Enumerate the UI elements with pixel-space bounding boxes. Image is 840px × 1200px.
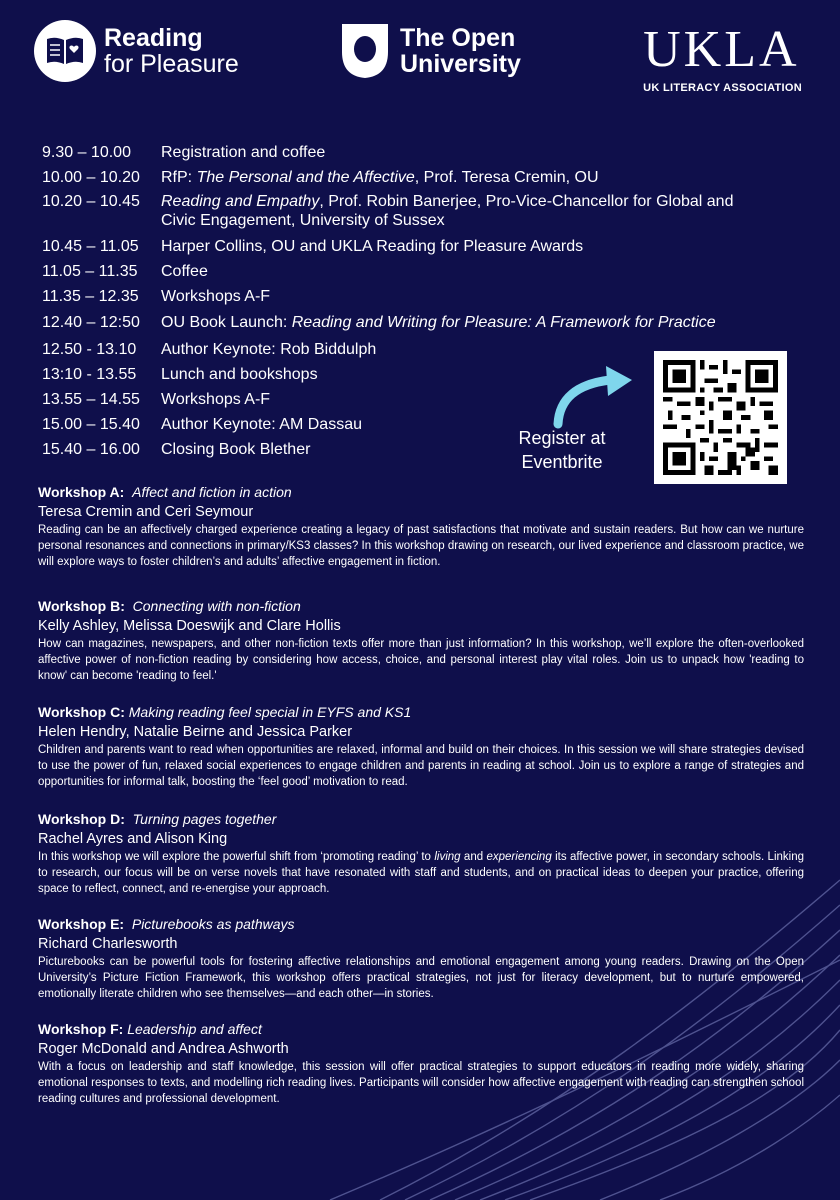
curved-arrow-icon (548, 364, 638, 430)
ukla-logo-subtitle: UK LITERACY ASSOCIATION (643, 82, 802, 94)
register-line1: Register at (518, 428, 606, 448)
schedule-row (42, 237, 802, 256)
schedule-event: Author Keynote: Rob Biddulph (161, 341, 377, 358)
ou-logo-line2: University (400, 50, 521, 78)
workshop-e (38, 915, 804, 1002)
qr-code-icon[interactable] (654, 351, 787, 484)
schedule-event: RfP: The Personal and the Affective, Prof. Teresa Cremin, OU (161, 169, 599, 186)
schedule-time: 11.35 – 12.35 (42, 288, 139, 305)
schedule-event: Workshops A-F (161, 391, 271, 408)
workshop-presenters: Richard Charlesworth (38, 936, 178, 952)
schedule-time: 15.40 – 16.00 (42, 441, 140, 458)
workshop-heading: Workshop A: Affect and fiction in action (38, 484, 292, 500)
ou-shield-icon (340, 22, 390, 80)
open-university-logo (340, 22, 521, 80)
schedule-row (42, 313, 802, 332)
workshop-f (38, 1020, 804, 1107)
schedule-time: 12.40 – 12:50 (42, 314, 140, 331)
ou-logo-line1: The Open (400, 24, 516, 52)
schedule-event: Reading and Empathy, Prof. Robin Banerjee, Pro-Vice-Chancellor for Global and Civic Engagement, University of Sussex (161, 193, 734, 229)
workshop-b (38, 597, 804, 684)
schedule-event: Workshops A-F (161, 288, 271, 305)
workshop-description: Children and parents want to read when opportunities are relaxed, informal and build on their choices. In this session we will share strategies devised to use the power of fun, relaxed social experiences to engage children and parents in reading at school. Join us to explore a range of strategies and opportunities for informal talk, boosting the ‘feel good’ motivation to read. (38, 744, 804, 788)
ukla-logo-wordmark: UKLA (643, 21, 800, 78)
workshop-presenters: Helen Hendry, Natalie Beirne and Jessica Parker (38, 724, 353, 740)
schedule-event: Harper Collins, OU and UKLA Reading for Pleasure Awards (161, 238, 584, 255)
workshop-heading: Workshop D: Turning pages together (38, 811, 277, 827)
register-line2: Eventbrite (521, 452, 603, 472)
workshop-description: With a focus on leadership and staff knowledge, this session will offer practical strategies to support educators in reading more widely, sharing emotional responses to texts, and modelling rich reading lives. Participants will consider how affective engagement with reading can strengthen school reading cultures and professional development. (38, 1061, 804, 1105)
workshop-heading: Workshop C: Making reading feel special in EYFS and KS1 (38, 704, 412, 720)
workshop-heading: Workshop B: Connecting with non-fiction (38, 598, 301, 614)
schedule-row (42, 192, 802, 230)
register-text (500, 426, 624, 474)
schedule-event: Author Keynote: AM Dassau (161, 416, 362, 433)
workshop-description: Picturebooks can be powerful tools for fostering affective relationships and emotional engagement among young readers. Drawing on the Open University’s Picture Fiction Framework, this workshop offers practical strategies, not just for literacy development, but to nurture empowered, emotionally literate children who see themselves—and each other—in stories. (38, 956, 804, 1000)
schedule-row (42, 168, 802, 187)
schedule-time: 9.30 – 10.00 (42, 144, 131, 161)
ukla-logo (643, 21, 802, 94)
workshop-c (38, 703, 804, 790)
rfp-logo-line1: Reading (104, 24, 203, 52)
schedule-time: 13:10 - 13.55 (42, 366, 137, 383)
schedule-time: 10.45 – 11.05 (42, 238, 139, 255)
schedule-time: 11.05 – 11.35 (42, 263, 138, 280)
workshop-description: In this workshop we will explore the powerful shift from ‘promoting reading’ to living and experiencing its affective power, in secondary schools. Linking to research, our focus will be on verse novels that have resonated with staff and students, and on practical ideas to deepen your practice, offering space to reflect, connect, and re-energise your approach. (38, 851, 805, 895)
schedule-time: 10.20 – 10.45 (42, 193, 140, 210)
schedule-row (42, 287, 802, 306)
workshop-presenters: Teresa Cremin and Ceri Seymour (38, 504, 254, 520)
workshop-heading: Workshop F: Leadership and affect (38, 1021, 262, 1037)
schedule-event: Registration and coffee (161, 144, 326, 161)
rfp-logo-line2: for Pleasure (104, 50, 239, 78)
reading-for-pleasure-logo (34, 20, 239, 82)
schedule-time: 15.00 – 15.40 (42, 416, 140, 433)
workshop-heading: Workshop E: Picturebooks as pathways (38, 916, 295, 932)
schedule-event: OU Book Launch: Reading and Writing for Pleasure: A Framework for Practice (161, 314, 716, 331)
workshop-a (38, 483, 804, 570)
schedule-row (42, 143, 802, 162)
workshop-presenters: Roger McDonald and Andrea Ashworth (38, 1041, 289, 1057)
workshop-description: Reading can be an affectively charged experience creating a legacy of past satisfactions that motivate and sustain readers. But how can we nurture personal resonances and connections in primary/KS3 classes? In this workshop drawing on research, our lived experience and classroom practice, we will explore ways to foster children’s and adults’ affective engagement in fiction. (38, 524, 804, 568)
schedule-time: 13.55 – 14.55 (42, 391, 140, 408)
schedule-event: Closing Book Blether (161, 441, 311, 458)
workshop-presenters: Rachel Ayres and Alison King (38, 831, 228, 847)
workshop-presenters: Kelly Ashley, Melissa Doeswijk and Clare Hollis (38, 618, 341, 634)
workshop-d (38, 810, 804, 897)
schedule-row (42, 262, 802, 281)
schedule-time: 12.50 - 13.10 (42, 341, 137, 358)
book-heart-icon (34, 20, 96, 82)
schedule-event: Lunch and bookshops (161, 366, 318, 383)
schedule-event: Coffee (161, 263, 208, 280)
workshop-description: How can magazines, newspapers, and other non-fiction texts offer more than just information? In this workshop, we’ll explore the often-overlooked affective power of non-fiction reading by considering how access, choice, and personal interest play vital roles. Join us to unpack how 'reading to know' can become 'reading to feel.' (38, 638, 804, 682)
schedule-time: 10.00 – 10.20 (42, 169, 140, 186)
